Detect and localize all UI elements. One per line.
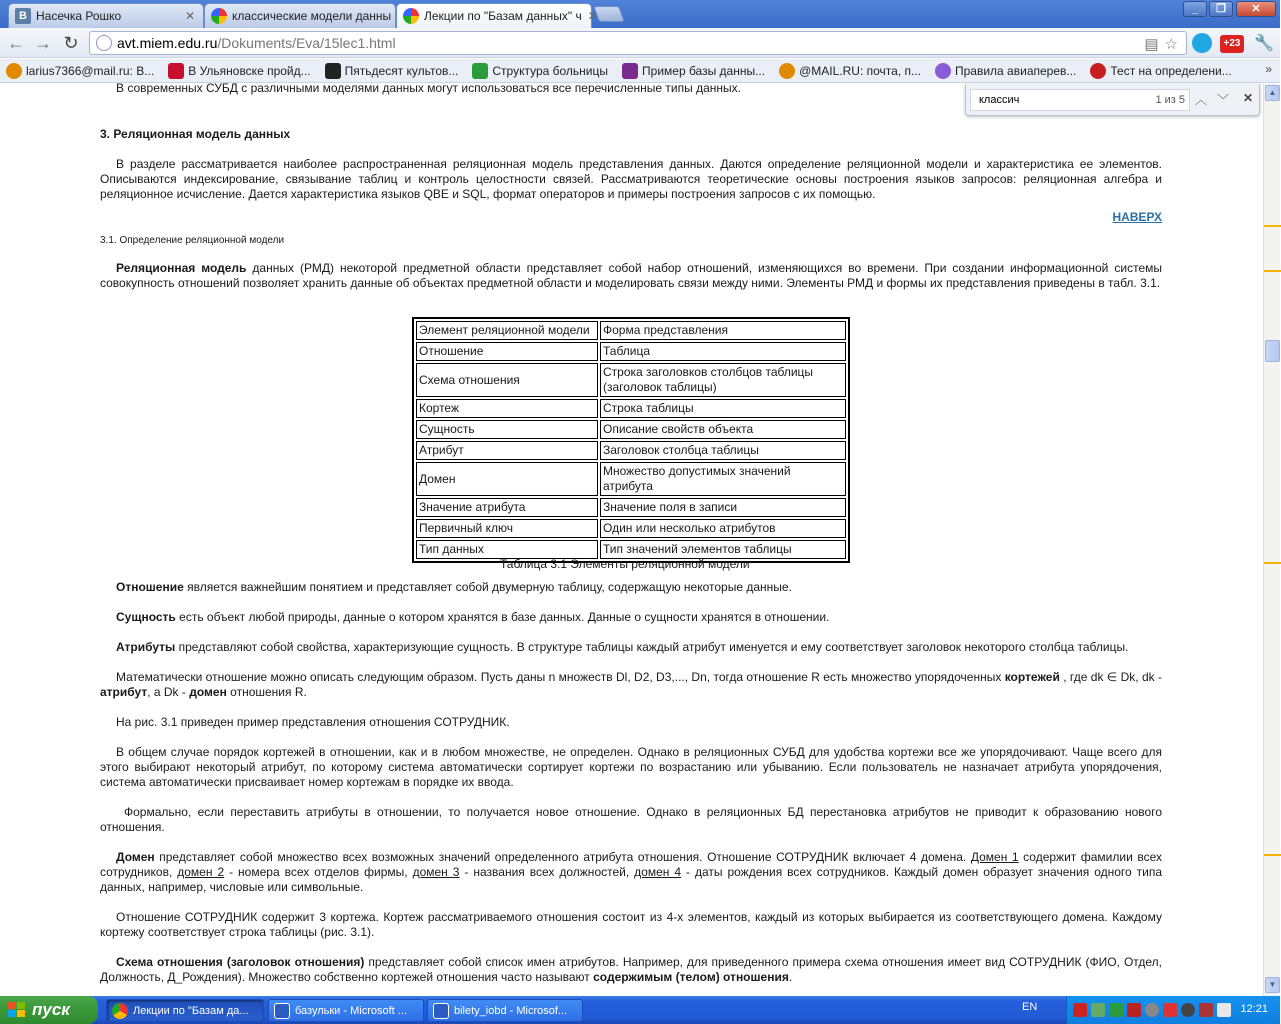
table-cell-form: Тип значений элементов таблицы xyxy=(600,540,846,559)
term-bold: содержимым (телом) отношения xyxy=(593,970,789,984)
search-icon[interactable] xyxy=(1181,1003,1195,1017)
pdf-icon[interactable] xyxy=(1073,1003,1087,1017)
taskbar-item-word-1[interactable] xyxy=(268,999,424,1022)
term-bold: атрибут xyxy=(100,685,148,699)
bookmark-3[interactable] xyxy=(325,63,459,79)
paragraph-text: представляет собой список имен атрибутов. Например, для приведенного примера схема отношения имеет вид СОТРУДНИК (ФИО, Отдел, Должность, Д_Рождения). Множество собственно кортежей отношения часто называют xyxy=(100,955,1162,984)
mail-icon xyxy=(6,63,22,79)
paragraph-text: является важнейшим понятием и представляет собой двумерную таблицу, содержащую некоторые данные. xyxy=(183,580,792,594)
term-bold: кортежей xyxy=(1004,670,1060,684)
close-icon[interactable]: ✕ xyxy=(587,9,598,23)
table-cell-element: Атрибут xyxy=(416,441,598,460)
bookmarks-more-button[interactable]: » xyxy=(1265,62,1272,76)
table-cell-element: Схема отношения xyxy=(416,363,598,397)
table-row xyxy=(416,462,846,496)
paragraph-math xyxy=(100,670,1162,700)
table-row xyxy=(416,420,846,439)
y-icon xyxy=(168,63,184,79)
back-button[interactable]: ← xyxy=(7,33,25,53)
notifications-badge-icon[interactable]: +23 xyxy=(1220,35,1244,53)
tab-3-active[interactable] xyxy=(396,3,598,28)
table-row xyxy=(416,441,846,460)
new-tab-button[interactable] xyxy=(593,6,625,22)
paragraph-text: Математически отношение можно описать следующим образом. Пусть даны n множеств Dl, D2, D3,..., Dn, тогда отношение R есть множество упорядоченных xyxy=(116,670,1005,684)
reload-button[interactable]: ↻ xyxy=(63,33,79,53)
table-cell-form: Таблица xyxy=(600,342,846,361)
domain-1-link[interactable]: Домен 1 xyxy=(970,850,1019,864)
google-icon xyxy=(403,8,419,24)
table-cell-element: Домен xyxy=(416,462,598,496)
system-tray xyxy=(1066,996,1280,1024)
tm-icon xyxy=(325,63,341,79)
skype-icon[interactable] xyxy=(1192,33,1212,53)
paragraph-text: есть объект любой природы, данные о котором хранятся в базе данных. Данные о сущности хранятся в отношении. xyxy=(175,610,830,624)
table-cell-form: Строка заголовков столбцов таблицы (заголовок таблицы) xyxy=(600,363,846,397)
wrench-icon[interactable]: 🔧 xyxy=(1254,35,1274,52)
bookmark-label: @MAIL.RU: почта, п... xyxy=(799,63,921,78)
table-cell-element: Кортеж xyxy=(416,399,598,418)
section-heading: 3. Реляционная модель данных xyxy=(100,127,291,141)
word-icon xyxy=(433,1003,449,1019)
relational-model-table xyxy=(412,317,850,563)
google-icon xyxy=(211,8,227,24)
table-cell-element: Элемент реляционной модели xyxy=(416,321,598,340)
restore-button[interactable]: ❐ xyxy=(1209,1,1233,17)
doc-icon xyxy=(472,63,488,79)
minimize-button[interactable]: _ xyxy=(1183,1,1207,17)
bookmarks-bar xyxy=(0,59,1280,83)
tab-title: классические модели данны xyxy=(232,9,392,23)
paragraph-text: представляет собой множество всех возможных значений определенного атрибута отношения. Отношение СОТРУДНИК включает 4 домена. xyxy=(154,850,971,864)
term-bold: Домен xyxy=(116,850,155,864)
media-icon[interactable] xyxy=(1199,1003,1213,1017)
find-query: классич xyxy=(979,94,1020,106)
bookmark-8[interactable] xyxy=(1090,63,1231,79)
find-next-button[interactable]: ﹀ xyxy=(1216,93,1229,107)
tab-title: Лекции по "Базам данных" ч xyxy=(424,9,582,23)
paragraph-text: - даты рождения всех сотрудников. Каждый домен образует значения одного типа данных, например, числовые или символьные. xyxy=(100,865,1163,894)
clock: 12:21 xyxy=(1240,1003,1268,1015)
table-row xyxy=(416,498,846,517)
find-previous-button[interactable]: ︿ xyxy=(1194,93,1207,107)
scroll-up-arrow[interactable]: ▲ xyxy=(1265,85,1280,101)
table-row xyxy=(416,399,846,418)
key-icon xyxy=(622,63,638,79)
bookmark-label: Структура больницы xyxy=(492,63,609,78)
page-content xyxy=(0,81,1263,996)
bookmark-6[interactable] xyxy=(779,63,921,79)
table-cell-element: Отношение xyxy=(416,342,598,361)
paragraph-tuples: Отношение СОТРУДНИК содержит 3 кортежа. Кортеж рассматриваемого отношения состоит из 4-х элементов, каждый из которых выбирается из соответствующего домена. Каждому кортежу соответствует строка таблицы (рис. 3.1). xyxy=(100,910,1162,939)
ati-icon[interactable] xyxy=(1163,1003,1177,1017)
scroll-thumb[interactable] xyxy=(1265,340,1280,362)
table-row xyxy=(416,363,846,397)
bookmark-label: larius7366@mail.ru: В... xyxy=(26,63,155,78)
term-bold: Отношение xyxy=(116,580,184,594)
paragraph-text: - названия всех должностей, xyxy=(459,865,635,879)
bookmark-label: Тест на определени... xyxy=(1110,63,1232,78)
find-input[interactable] xyxy=(970,89,1190,111)
url-path: /Dokuments/Eva/15lec1.html xyxy=(217,35,396,51)
taskbar xyxy=(0,996,1280,1024)
bookmark-5[interactable] xyxy=(622,63,765,79)
bookmark-label: Пример базы данны... xyxy=(642,63,766,78)
taskbar-item-label: базульки - Microsoft ... xyxy=(295,1005,407,1017)
chrome-icon xyxy=(112,1003,128,1019)
tab-strip xyxy=(0,0,1280,28)
taskbar-item-chrome[interactable] xyxy=(106,999,264,1022)
tab-1[interactable] xyxy=(8,3,204,28)
paragraph-atributy xyxy=(100,640,1162,655)
globe-icon xyxy=(96,35,112,51)
term-bold: домен xyxy=(189,685,227,699)
term-bold: Реляционная модель xyxy=(116,261,247,275)
table-cell-form: Множество допустимых значений атрибута xyxy=(600,462,846,496)
bookmark-star-icon[interactable]: ☆ xyxy=(1164,36,1178,53)
bookmark-4[interactable] xyxy=(472,63,608,79)
table-cell-element: Значение атрибута xyxy=(416,498,598,517)
find-match-marker xyxy=(1264,562,1281,564)
windows-flag-icon xyxy=(8,1002,26,1018)
naverh-link[interactable]: НАВЕРХ xyxy=(1112,210,1162,224)
term-bold: Схема отношения (заголовок отношения) xyxy=(116,955,365,969)
taskbar-item-label: Лекции по "Базам да... xyxy=(133,1005,249,1017)
table-cell-form: Один или несколько атрибутов xyxy=(600,519,846,538)
domain-2-link[interactable]: домен 2 xyxy=(177,865,225,879)
tab-title: Насечка Рошко xyxy=(36,9,122,23)
table-row xyxy=(416,342,846,361)
paragraph-order: В общем случае порядок кортежей в отношении, как и в любом множестве, не определен. Однако в реляционных СУБД для удобства кортежи все же упорядочивают. Чаще всего для этого выбирают некоторый атрибут, по которому система автоматически сортирует кортежи по возрастанию или убыванию. Если пользователь не назначает атрибута упорядочения, система автоматически присваивает номер кортежам в порядке их ввода. xyxy=(100,745,1162,789)
language-indicator[interactable]: EN xyxy=(1022,1001,1038,1013)
paragraph-text: . xyxy=(788,970,793,984)
bookmark-label: Правила авиаперев... xyxy=(955,63,1077,78)
paragraph-figure-ref: На рис. 3.1 приведен пример представления отношения СОТРУДНИК. xyxy=(116,715,510,729)
bookmark-1[interactable] xyxy=(6,63,154,79)
paragraph-text: , а Dk - xyxy=(147,685,190,699)
table-cell-form: Строка таблицы xyxy=(600,399,846,418)
check-icon[interactable] xyxy=(1109,1003,1123,1017)
paragraph-top: В современных СУБД с различными моделями данных могут использоваться все перечисленные типы данных. xyxy=(116,81,741,95)
vertical-scrollbar[interactable] xyxy=(1263,84,1280,996)
paragraph-text: отношения R. xyxy=(226,685,307,699)
find-bar xyxy=(965,84,1260,116)
bookmark-7[interactable] xyxy=(935,63,1076,79)
domain-3-link[interactable]: домен 3 xyxy=(412,865,460,879)
paragraph-schema xyxy=(100,955,1162,985)
table-cell-form: Заголовок столбца таблицы xyxy=(600,441,846,460)
start-label: пуск xyxy=(32,1000,70,1019)
url-host: avt.miem.edu.ru xyxy=(117,35,218,51)
paragraph-domen xyxy=(100,850,1162,895)
find-match-marker xyxy=(1264,225,1281,227)
page-action-icon[interactable]: ▤ xyxy=(1144,36,1159,53)
close-icon[interactable]: ✕ xyxy=(184,9,195,23)
forward-button[interactable]: → xyxy=(34,33,52,53)
paragraph-text: представляют собой свойства, характеризующие сущность. В структуре таблицы каждый атрибут именуется и ему соответствует заголовок некоторого столбца таблицы. xyxy=(175,640,1129,654)
bookmark-2[interactable] xyxy=(168,63,310,79)
update-icon[interactable] xyxy=(1145,1003,1159,1017)
table-cell-element: Тип данных xyxy=(416,540,598,559)
volume-icon[interactable] xyxy=(1217,1003,1231,1017)
paragraph-sushnost xyxy=(100,610,1162,625)
word-icon xyxy=(274,1003,290,1019)
table-cell-form: Значение поля в записи xyxy=(600,498,846,517)
table-cell-form: Описание свойств объекта xyxy=(600,420,846,439)
scroll-down-arrow[interactable]: ▼ xyxy=(1265,977,1280,993)
bookmark-label: В Ульяновске пройд... xyxy=(188,63,311,78)
table-cell-element: Сущность xyxy=(416,420,598,439)
paragraph-otnoshenie xyxy=(100,580,1162,595)
subsection-heading: 3.1. Определение реляционной модели xyxy=(100,235,285,246)
flower-icon xyxy=(935,63,951,79)
antivirus-icon[interactable] xyxy=(1127,1003,1141,1017)
paragraph-rmd xyxy=(100,261,1162,291)
bookmark-label: Пятьдесят культов... xyxy=(344,63,459,78)
find-match-marker xyxy=(1264,854,1281,856)
table-cell-form: Форма представления xyxy=(600,321,846,340)
domain-4-link[interactable]: домен 4 xyxy=(634,865,682,879)
taskbar-item-label: bilety_iobd - Microsof... xyxy=(454,1005,568,1017)
paragraph-text: , где dk ∈ Dk, dk - xyxy=(1059,670,1163,684)
find-close-button[interactable]: ✕ xyxy=(1242,91,1254,105)
network-icon[interactable] xyxy=(1091,1003,1105,1017)
table-row xyxy=(416,321,846,340)
paragraph-formal: Формально, если переставить атрибуты в отношении, то получается новое отношение. Однако в реляционных БД перестановка атрибутов не приводит к образованию нового отношения. xyxy=(100,805,1162,834)
paragraph-text: содержит фамилии всех сотрудников, xyxy=(100,850,1162,879)
test-icon xyxy=(1090,63,1106,79)
find-match-marker xyxy=(1264,270,1281,272)
table-row xyxy=(416,519,846,538)
vk-icon: В xyxy=(15,8,31,24)
paragraph-text: данных (РМД) некоторой предметной области представляет собой набор отношений, изменяющихся во времени. При создании информационной системы совокупность отношений позволяет хранить данные об объектах предметной области и моделировать связи между ними. Элементы РМД и формы их представления приведены в табл. 3.1. xyxy=(100,261,1162,290)
address-bar[interactable] xyxy=(89,31,1187,55)
mail-icon xyxy=(779,63,795,79)
start-button[interactable] xyxy=(0,996,98,1024)
table-caption: Таблица 3.1 Элементы реляционной модели xyxy=(500,557,750,571)
taskbar-item-word-2[interactable] xyxy=(427,999,583,1022)
window-close-button[interactable]: ✕ xyxy=(1236,1,1276,17)
paragraph-text: - номера всех отделов фирмы, xyxy=(224,865,413,879)
term-bold: Атрибуты xyxy=(116,640,176,654)
find-count: 1 из 5 xyxy=(1155,94,1185,106)
tab-2[interactable] xyxy=(204,3,396,28)
table-cell-element: Первичный ключ xyxy=(416,519,598,538)
term-bold: Сущность xyxy=(116,610,176,624)
paragraph-intro: В разделе рассматривается наиболее распространенная реляционная модель представления данных. Даются определение реляционной модели и характеристика ее элементов. Описываются индексирование, связывание таблиц и контроль целостности связей. Рассматриваются теоретические основы построения языков запросов: реляционная алгебра и реляционное исчисление. Дается характеристика языков QBE и SQL, формат операторов и примеры построения запросов с их помощью. xyxy=(100,157,1162,201)
